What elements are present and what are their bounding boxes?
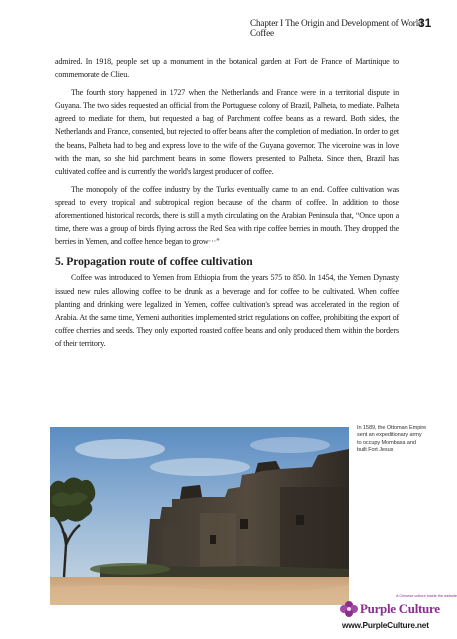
- running-header: [250, 16, 435, 38]
- fort-jesus-photo: [50, 427, 349, 605]
- purple-culture-watermark: [338, 592, 457, 636]
- body-text: [55, 55, 399, 350]
- fort-photo-illustration: [50, 427, 349, 605]
- photo-caption: In 1589, the Ottoman Empire sent an expeditionary army to occupy Mombasa and built Fort Jesus: [357, 425, 427, 454]
- watermark-brand: Purple Culture: [360, 601, 440, 616]
- paragraph-2: The fourth story happened in 1727 when the Netherlands and France were in a territorial dispute in Guyana. The two sides requested an official from the Portuguese colony of Brazil, Palheta, to mediate. Palheta agreed to mediate for them, but requested a bag of Parchment coffee beans as a reward. Both sides, the Netherlands and France, consented, but rejected to offer beans after the completion of mediation. In order to get the beans, Palheta had to beg and express love to the wife of the Guyana governor. The viceroine was in love with the man, so she hid parchment beans in some flowers presented to Palheta. Since then, Brazil has cultivated coffee and is currently the world's largest producer of coffee.: [55, 88, 399, 176]
- paragraph-4: Coffee was introduced to Yemen from Ethiopia from the years 575 to 850. In 1454, the Yemen Dynasty issued new rules allowing coffee to be drunk as a beverage and for coffee to be cultivated. When coffee planting and drinking were legalized in Yemen, coffee cultivation's spread was accelerated in the region of Arabia. At the same time, Yemeni authorities implemented strict regulations on coffee, prohibiting the export of coffee cherries and seeds. They only exported roasted coffee beans and only produced them within the borders of their territory.: [55, 273, 399, 348]
- chapter-title: Chapter I The Origin and Development of World Coffee: [250, 18, 423, 38]
- watermark-url: www.PurpleCulture.net: [342, 620, 429, 630]
- section-heading: 5. Propagation route of coffee cultivation: [55, 255, 253, 269]
- page-number: 31: [418, 16, 432, 30]
- flower-logo-icon: [338, 596, 360, 622]
- watermark-tagline: A Chinese culture inside the website: [396, 594, 457, 598]
- paragraph-3: The monopoly of the coffee industry by the Turks eventually came to an end. Coffee cultivation was spread to every tropical and subtropical region because of the charm of coffee. In addition to those aforementioned historical records, there is still a myth circulating on the Arabian Peninsula that, “Once upon a time, there was a group of birds flying across the Red Sea with ripe coffee berries in mouth. They dropped the berries in Yemen, and coffee hence began to grow···”: [55, 184, 399, 247]
- paragraph-1: admired. In 1918, people set up a monument in the botanical garden at Fort de France of Martinique to commemorate de Clieu.: [55, 57, 399, 80]
